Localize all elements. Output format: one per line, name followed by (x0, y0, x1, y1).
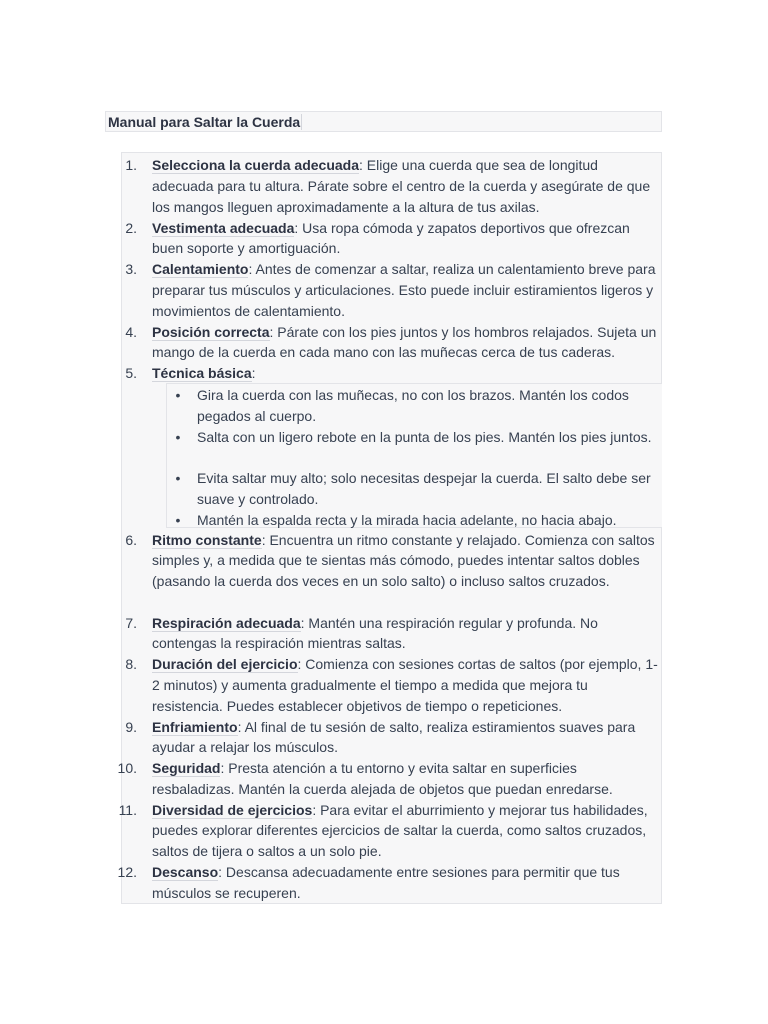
item-description: : Al final de tu sesión de salto, realiza estiramientos suaves para ayudar a relajar los músculos. (152, 718, 636, 756)
item-term: Enfriamiento (152, 718, 238, 735)
bullet-text: Salta con un ligero rebote en la punta de los pies. Mantén los pies juntos. (197, 428, 652, 445)
bullet-text: Gira la cuerda con las muñecas, no con los brazos. Mantén los codos pegados al cuerpo. (197, 387, 629, 424)
item-text (152, 363, 662, 384)
item-number: 11. (118, 801, 137, 818)
item-number: 2. (125, 219, 137, 236)
technique-sublist (166, 383, 662, 528)
bullet-text: Evita saltar muy alto; solo necesitas despejar la cuerda. El salto debe ser suave y controlado. (197, 470, 651, 507)
item-text (152, 862, 662, 904)
item-text (152, 259, 662, 321)
item-term: Duración del ejercicio (152, 656, 298, 672)
item-description: : Para evitar el aburrimiento y mejorar tus habilidades, puedes explorar diferentes ejercicios de saltar la cuerda, como saltos cruzados, saltos de tijera o saltos a un solo pie. (152, 801, 648, 860)
item-text (152, 758, 662, 800)
item-number: 7. (125, 614, 137, 631)
item-description: : Usa ropa cómoda y zapatos deportivos que ofrezcan buen soporte y amortiguación. (152, 219, 630, 257)
item-description: : Descansa adecuadamente entre sesiones para permitir que tus músculos se recuperen. (152, 864, 620, 901)
item-term: Seguridad (152, 760, 221, 776)
item-text (152, 654, 662, 716)
document-title-text: Manual para Saltar la Cuerda (108, 114, 301, 130)
item-text (152, 800, 662, 862)
item-number: 5. (125, 365, 137, 381)
item-term: Respiración adecuada (152, 614, 301, 631)
item-number: 4. (125, 323, 137, 340)
item-description: : Presta atención a tu entorno y evita saltar en superficies resbaladizas. Mantén la cuerda alejada de objetos que puedan enredarse. (152, 760, 613, 797)
item-text (152, 613, 662, 655)
item-term: Vestimenta adecuada (152, 219, 295, 236)
item-number: 12. (117, 864, 137, 880)
item-number: 10. (117, 760, 137, 776)
bullet-icon: • (175, 470, 181, 486)
bullet-icon: • (175, 387, 181, 403)
item-term: Selecciona la cuerda adecuada (152, 157, 359, 173)
item-text (152, 218, 662, 260)
bullet-text: Mantén la espalda recta y la mirada hacia adelante, no hacia abajo. (197, 511, 617, 528)
item-text (152, 322, 662, 364)
item-term: Técnica básica (152, 365, 252, 381)
item-description: : Elige una cuerda que sea de longitud adecuada para tu altura. Párate sobre el centro de la cuerda y asegúrate de que los mangos lleguen aproximadamente a la altura de tus axilas. (152, 157, 651, 215)
item-text (152, 530, 662, 592)
item-number: 1. (125, 157, 137, 173)
item-number: 6. (125, 531, 137, 548)
bullet-icon: • (175, 428, 181, 445)
item-description: : Comienza con sesiones cortas de saltos (por ejemplo, 1-2 minutos) y aumenta gradualmente el tiempo a medida que mejora tu resistencia. Puedes establecer objetivos de tiempo o repeticiones. (152, 656, 658, 714)
item-text (152, 717, 662, 759)
item-term: Descanso (152, 864, 219, 880)
item-term: Diversidad de ejercicios (152, 801, 313, 818)
item-term: Ritmo constante (152, 531, 262, 548)
item-description: : (251, 365, 256, 381)
title-box (105, 111, 662, 132)
item-text (152, 155, 662, 217)
bullet-icon: • (175, 511, 181, 528)
document-title (108, 113, 302, 131)
item-description: : Encuentra un ritmo constante y relajado. Comienza con saltos simples y, a medida que te sientas más cómodo, puedes intentar saltos dobles (pasando la cuerda dos veces en un solo salto) o incluso saltos cruzados. (152, 531, 655, 590)
item-description: : Antes de comenzar a saltar, realiza un calentamiento breve para preparar tus músculos y articulaciones. Esto puede incluir estiramientos ligeros y movimientos de calentamiento. (152, 261, 656, 319)
item-number: 8. (125, 656, 137, 672)
item-number: 9. (125, 718, 137, 735)
item-description: : Párate con los pies juntos y los hombros relajados. Sujeta un mango de la cuerda en cada mano con las muñecas cerca de tus caderas. (152, 323, 657, 361)
item-description: : Mantén una respiración regular y profunda. No contengas la respiración mientras saltas. (152, 614, 598, 652)
item-term: Posición correcta (152, 323, 270, 340)
item-number: 3. (125, 261, 137, 277)
item-term: Calentamiento (152, 261, 249, 277)
